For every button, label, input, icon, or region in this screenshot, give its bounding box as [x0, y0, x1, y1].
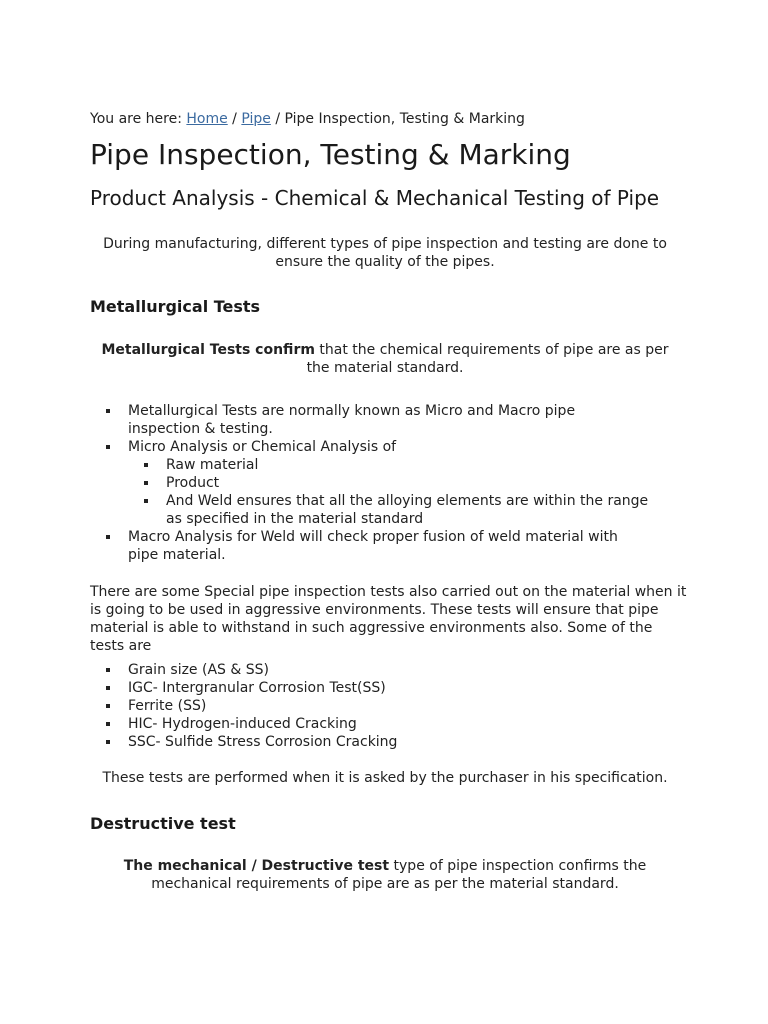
destructive-heading: Destructive test [90, 814, 236, 833]
intro-paragraph: During manufacturing, different types of pipe inspection and testing are done to ensure the quality of the pipes. [103, 236, 667, 270]
breadcrumb-separator: / [270, 111, 285, 127]
list-item: SSC- Sulfide Stress Corrosion Cracking [90, 733, 490, 751]
breadcrumb-pipe-link[interactable]: Pipe [241, 111, 271, 127]
metallurgical-list [90, 402, 650, 564]
special-tests-list [90, 661, 490, 751]
list-item: Grain size (AS & SS) [90, 661, 490, 679]
list-item: HIC- Hydrogen-induced Cracking [90, 715, 490, 733]
breadcrumb-home-link[interactable]: Home [186, 111, 228, 127]
list-item: IGC- Intergranular Corrosion Test(SS) [90, 679, 490, 697]
sub-list-item: And Weld ensures that all the alloying elements are within the range as specified in the material standard [128, 492, 650, 528]
breadcrumb-current: Pipe Inspection, Testing & Marking [284, 111, 525, 127]
page-title: Pipe Inspection, Testing & Marking [90, 138, 571, 171]
page-subtitle: Product Analysis - Chemical & Mechanical Testing of Pipe [90, 186, 660, 210]
destructive-lead-rest: type of pipe inspection confirms the mechanical requirements of pipe are as per the material standard. [151, 858, 647, 892]
breadcrumb-prefix: You are here: [90, 111, 187, 127]
destructive-lead [90, 857, 680, 893]
list-item: Metallurgical Tests are normally known as Micro and Macro pipe inspection & testing. [90, 402, 650, 438]
metallurgical-lead-bold: Metallurgical Tests confirm [101, 342, 315, 358]
chemical-analysis-sublist [128, 456, 650, 528]
breadcrumb [90, 110, 525, 128]
special-tests-paragraph: There are some Special pipe inspection tests also carried out on the material when it is going to be used in aggressive environments. These tests will ensure that pipe material is able to withstand in such aggressive environments also. Some of the tests are [90, 584, 687, 654]
breadcrumb-separator: / [227, 111, 242, 127]
sub-list-item: Raw material [128, 456, 650, 474]
tests-note: These tests are performed when it is asked by the purchaser in his specification. [102, 770, 668, 786]
sub-list-item: Product [128, 474, 650, 492]
list-item [90, 438, 650, 528]
list-item: Ferrite (SS) [90, 697, 490, 715]
list-item: Macro Analysis for Weld will check proper fusion of weld material with pipe material. [90, 528, 650, 564]
list-item-label: Micro Analysis or Chemical Analysis of [128, 439, 397, 455]
metallurgical-heading: Metallurgical Tests [90, 297, 261, 316]
destructive-lead-bold: The mechanical / Destructive test [123, 858, 390, 874]
metallurgical-lead-rest: that the chemical requirements of pipe are as per the material standard. [306, 342, 669, 376]
metallurgical-lead [90, 341, 680, 377]
